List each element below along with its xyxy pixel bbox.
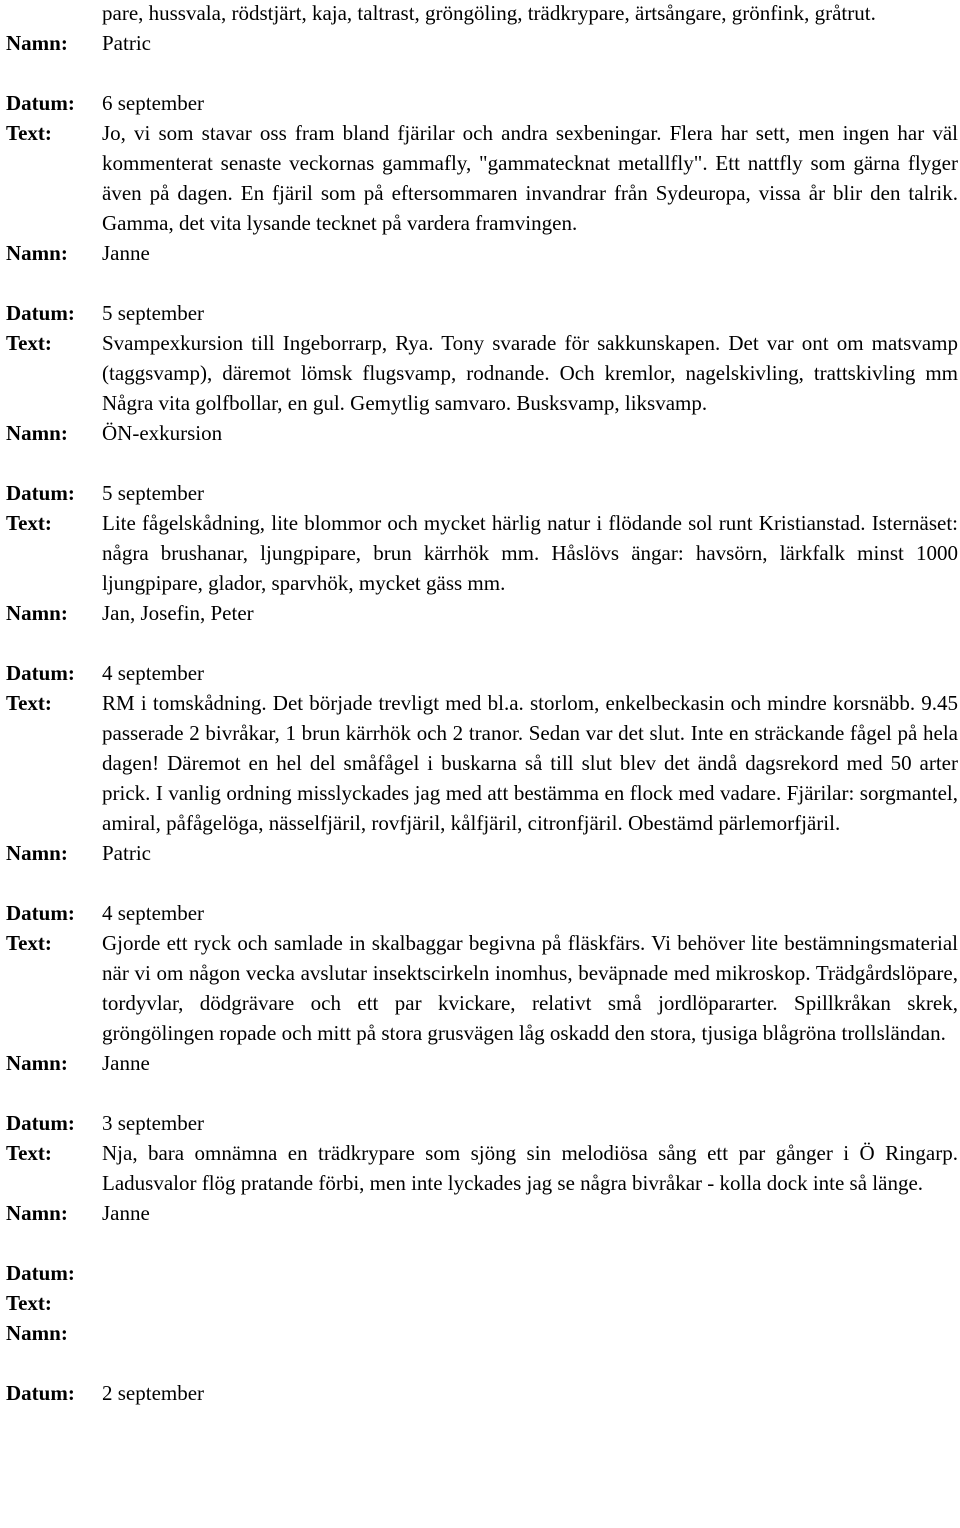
datum-value: 5 september xyxy=(102,301,205,325)
datum-row xyxy=(6,1258,958,1288)
namn-value: Jan, Josefin, Peter xyxy=(102,601,254,625)
datum-label: Datum: xyxy=(6,301,75,325)
datum-value: 6 september xyxy=(102,91,205,115)
namn-label: Namn: xyxy=(6,31,68,55)
namn-label: Namn: xyxy=(6,421,68,445)
namn-label: Namn: xyxy=(6,841,68,865)
namn-value: Janne xyxy=(102,241,150,265)
text-row xyxy=(6,1288,958,1318)
datum-label: Datum: xyxy=(6,901,75,925)
entry-truncated xyxy=(6,1378,958,1408)
datum-row xyxy=(6,1378,958,1408)
text-value: Svampexkursion till Ingeborrarp, Rya. Tony svarade för sakkunskapen. Det var ont om matsvamp (taggsvamp), däremot lömsk flugsvamp, rodnande. Och kremlor, nagelskivling, trattskivling mm Några vita golfbollar, en gul. Gemytlig samvaro. Busksvamp, liksvamp. xyxy=(102,331,958,415)
datum-label: Datum: xyxy=(6,1261,75,1285)
text-value: RM i tomskådning. Det började trevligt med bl.a. storlom, enkelbeckasin och mindre korsnäbb. 9.45 passerade 2 bivråkar, 1 brun kärrhök och 2 tranor. Sedan var det slut. Inte en sträckande fågel på hela dagen! Däremot en hel del småfågel i buskarna så till slut blev det ändå dagsrekord med 50 arter prick. I vanlig ordning misslyckades jag med att bestämma en flock med vadare. Fjärilar: sorgmantel, amiral, påfågelöga, nässelfjäril, rovfjäril, kålfjäril, citronfjäril. Obestämd pärlemorfjäril. xyxy=(102,691,958,835)
text-label: Text: xyxy=(6,1291,52,1315)
entry xyxy=(6,1258,958,1348)
text-value: Lite fågelskådning, lite blommor och mycket härlig natur i flödande sol runt Kristianstad. Isternäset: några brushanar, ljungpipare, brun kärrhök mm. Håslövs ängar: havsörn, lärkfalk minst 1000 ljungpipare, glador, sparvhök, mycket gäss mm. xyxy=(102,511,958,595)
datum-row xyxy=(6,478,958,508)
entry-continued xyxy=(6,0,958,58)
datum-label: Datum: xyxy=(6,1381,75,1405)
text-label: Text: xyxy=(6,691,52,715)
entry-text-continued: pare, hussvala, rödstjärt, kaja, taltrast, gröngöling, trädkrypare, ärtsångare, grönfink, gråtrut. xyxy=(102,1,876,25)
document-page xyxy=(6,0,958,1438)
namn-value: ÖN-exkursion xyxy=(102,421,223,445)
datum-label: Datum: xyxy=(6,481,75,505)
namn-row xyxy=(6,238,958,268)
entry xyxy=(6,658,958,868)
datum-value: 4 september xyxy=(102,661,205,685)
namn-row xyxy=(6,418,958,448)
text-row xyxy=(6,118,958,238)
datum-value: 4 september xyxy=(102,901,205,925)
entry xyxy=(6,898,958,1078)
text-label: Text: xyxy=(6,1141,52,1165)
text-row xyxy=(6,928,958,1048)
namn-row xyxy=(6,1048,958,1078)
namn-label: Namn: xyxy=(6,1321,68,1345)
namn-row xyxy=(6,838,958,868)
text-row xyxy=(6,1138,958,1198)
datum-label: Datum: xyxy=(6,91,75,115)
text-value: Gjorde ett ryck och samlade in skalbaggar begivna på fläskfärs. Vi behöver lite bestämningsmaterial när vi om någon vecka avslutar insektscirkeln inomhus, beväpnade med mikroskop. Trädgårdslöpare, tordyvlar, dödgrävare och ett par kvickare, relativt små jordlöpararter. Spillkråkan skrek, gröngölingen ropade och mitt på stora grusvägen låg oskadd den stora, tjusiga blågröna trollsländan. xyxy=(102,931,958,1045)
datum-label: Datum: xyxy=(6,661,75,685)
text-label: Text: xyxy=(6,931,52,955)
namn-label: Namn: xyxy=(6,1051,68,1075)
datum-row xyxy=(6,898,958,928)
text-label: Text: xyxy=(6,121,52,145)
namn-value: Janne xyxy=(102,1201,150,1225)
text-row xyxy=(6,328,958,418)
text-row xyxy=(6,688,958,838)
datum-value: 5 september xyxy=(102,481,205,505)
datum-label: Datum: xyxy=(6,1111,75,1135)
entry xyxy=(6,298,958,448)
entry xyxy=(6,88,958,268)
namn-value: Janne xyxy=(102,1051,150,1075)
text-row xyxy=(6,508,958,598)
namn-label: Namn: xyxy=(6,241,68,265)
datum-row xyxy=(6,1108,958,1138)
datum-value: 2 september xyxy=(102,1381,205,1405)
namn-row xyxy=(6,598,958,628)
datum-value: 3 september xyxy=(102,1111,205,1135)
namn-label: Namn: xyxy=(6,1201,68,1225)
text-value: Jo, vi som stavar oss fram bland fjärilar och andra sexbeningar. Flera har sett, men ingen har väl kommenterat senaste veckornas gammafly, "gammatecknat metallfly". Ett nattfly som gärna flyger även på dagen. En fjäril som på eftersommaren invandrar från Sydeuropa, vissa år blir den talrik. Gamma, det vita lysande tecknet på vardera framvingen. xyxy=(102,121,958,235)
text-label: Text: xyxy=(6,511,52,535)
namn-label: Namn: xyxy=(6,601,68,625)
namn-row xyxy=(6,1198,958,1228)
text-value: Nja, bara omnämna en trädkrypare som sjöng sin melodiösa sång ett par gånger i Ö Ringarp. Ladusvalor flög pratande förbi, men inte lyckades jag se några bivråkar - kolla dock inte så länge. xyxy=(102,1141,958,1195)
entry xyxy=(6,1108,958,1228)
namn-value: Patric xyxy=(102,841,151,865)
datum-row xyxy=(6,658,958,688)
namn-row xyxy=(6,1318,958,1348)
datum-row xyxy=(6,88,958,118)
text-label: Text: xyxy=(6,331,52,355)
datum-row xyxy=(6,298,958,328)
namn-row xyxy=(6,28,958,58)
namn-value: Patric xyxy=(102,31,151,55)
entry xyxy=(6,478,958,628)
